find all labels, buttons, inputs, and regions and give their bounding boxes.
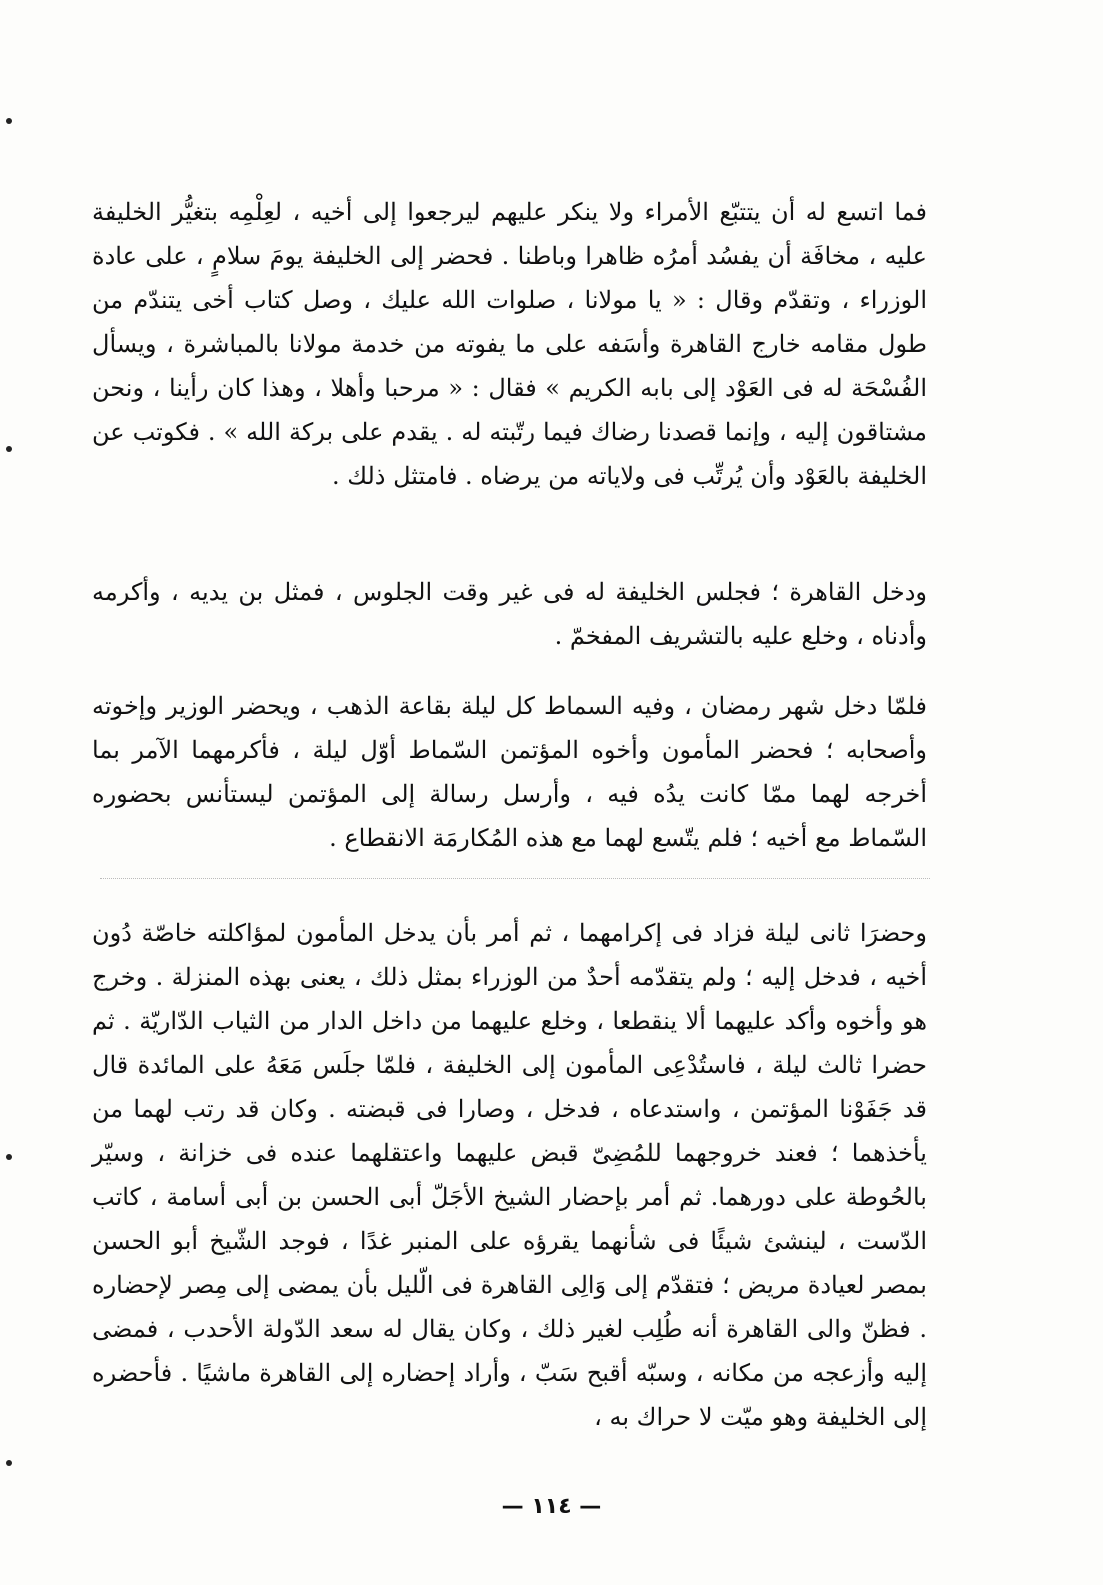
paragraph-1: فما اتسع له أن يتتبّع الأمراء ولا ينكر عليهم ليرجعوا إلى أخيه ، لعِلْمِه بتغيُّر الخليفة عليه ، مخافَة أن يفسُد أمرُه ظاهرا وباطنا . فحضر إلى الخليفة يومَ سلامٍ ، على عادة الوزراء ، وتقدّم وقال : « يا مولانا ، صلوات الله عليك ، وصل كتاب أخى يتندّم من طول مقامه خارج القاهرة وأسَفه على ما يفوته من خدمة مولانا بالمباشرة ، ويسأل الفُسْحَة له فى العَوْد إلى بابه الكريم » فقال : « مرحبا وأهلا ، وهذا كان رأينا ، ونحن مشتاقون إليه ، وإنما قصدنا رضاك فيما رتّبته له . يقدم على بركة الله » . فكوتب عن الخليفة بالعَوْد وأن يُرتِّب فى ولاياته من يرضاه . فامتثل ذلك . — [92, 198, 928, 490]
scan-mark — [6, 1154, 12, 1160]
paragraph-3: فلمّا دخل شهر رمضان ، وفيه السماط كل ليلة بقاعة الذهب ، ويحضر الوزير وإخوته وأصحابه ؛ فحضر المأمون وأخوه المؤتمن السّماط أوّل ليلة ، فأكرمهما الآمر بما أخرجه لهما ممّا كانت يدُه فيه ، وأرسل رسالة إلى المؤتمن ليستأنس بحضوره السّماط مع أخيه ؛ فلم يتّسع لهما مع هذه المُكارمَة الانقطاع . — [92, 692, 927, 852]
scan-mark — [6, 446, 12, 452]
paragraph-4: وحضرَا ثانى ليلة فزاد فى إكرامهما ، ثم أمر بأن يدخل المأمون لمؤاكلته خاصّة دُون أخيه ، فدخل إليه ؛ ولم يتقدّمه أحدٌ من الوزراء بمثل ذلك ، يعنى بهذه المنزلة . وخرج هو وأخوه وأكد عليهما ألا ينقطعا ، وخلع عليهما من داخل الدار من الثياب الدّاريّة . ثم حضرا ثالث ليلة ، فاستُدْعِى المأمون إلى الخليفة ، فلمّا جلَس مَعَهُ على المائدة قال قد جَفَوْنا المؤتمن ، واستدعاه ، فدخل ، وصارا فى قبضته . وكان قد رتب لهما من يأخذهما ؛ فعند خروجهما للمُضِىّ قبض عليهما واعتقلهما عنده فى خزانة ، وسيّر بالحُوطة على دورهما. ثم أمر بإحضار الشيخ الأجَلّ أبى الحسن بن أبى أسامة ، كاتب الدّست ، لينشئ شيئًا فى شأنهما يقرؤه على المنبر غدًا ، فوجد الشّيخ أبو الحسن بمصر لعيادة مريض ؛ فتقدّم إلى وَالِى القاهرة فى الّليل بأن يمضى إلى مِصر لإحضاره . فظنّ والى القاهرة أنه طُلِب لغير ذلك ، وكان يقال له سعد الدّولة الأحدب ، فمضى إليه وأزعجه من مكانه ، وسبّه أقبح سَبّ ، وأراد إحضاره إلى القاهرة ماشيًا . فأحضره إلى الخليفة وهو ميّت لا حراك به ، — [92, 919, 928, 1431]
page-number: — ١١٤ — — [501, 1494, 602, 1519]
paragraph-2: ودخل القاهرة ؛ فجلس الخليفة له فى غير وقت الجلوس ، فمثل بن يديه ، وأكرمه وأدناه ، وخلع عليه بالتشريف المفخمّ . — [92, 578, 928, 650]
scan-mark — [6, 118, 12, 124]
scan-mark — [6, 1460, 12, 1466]
scan-separator-line — [100, 878, 930, 880]
